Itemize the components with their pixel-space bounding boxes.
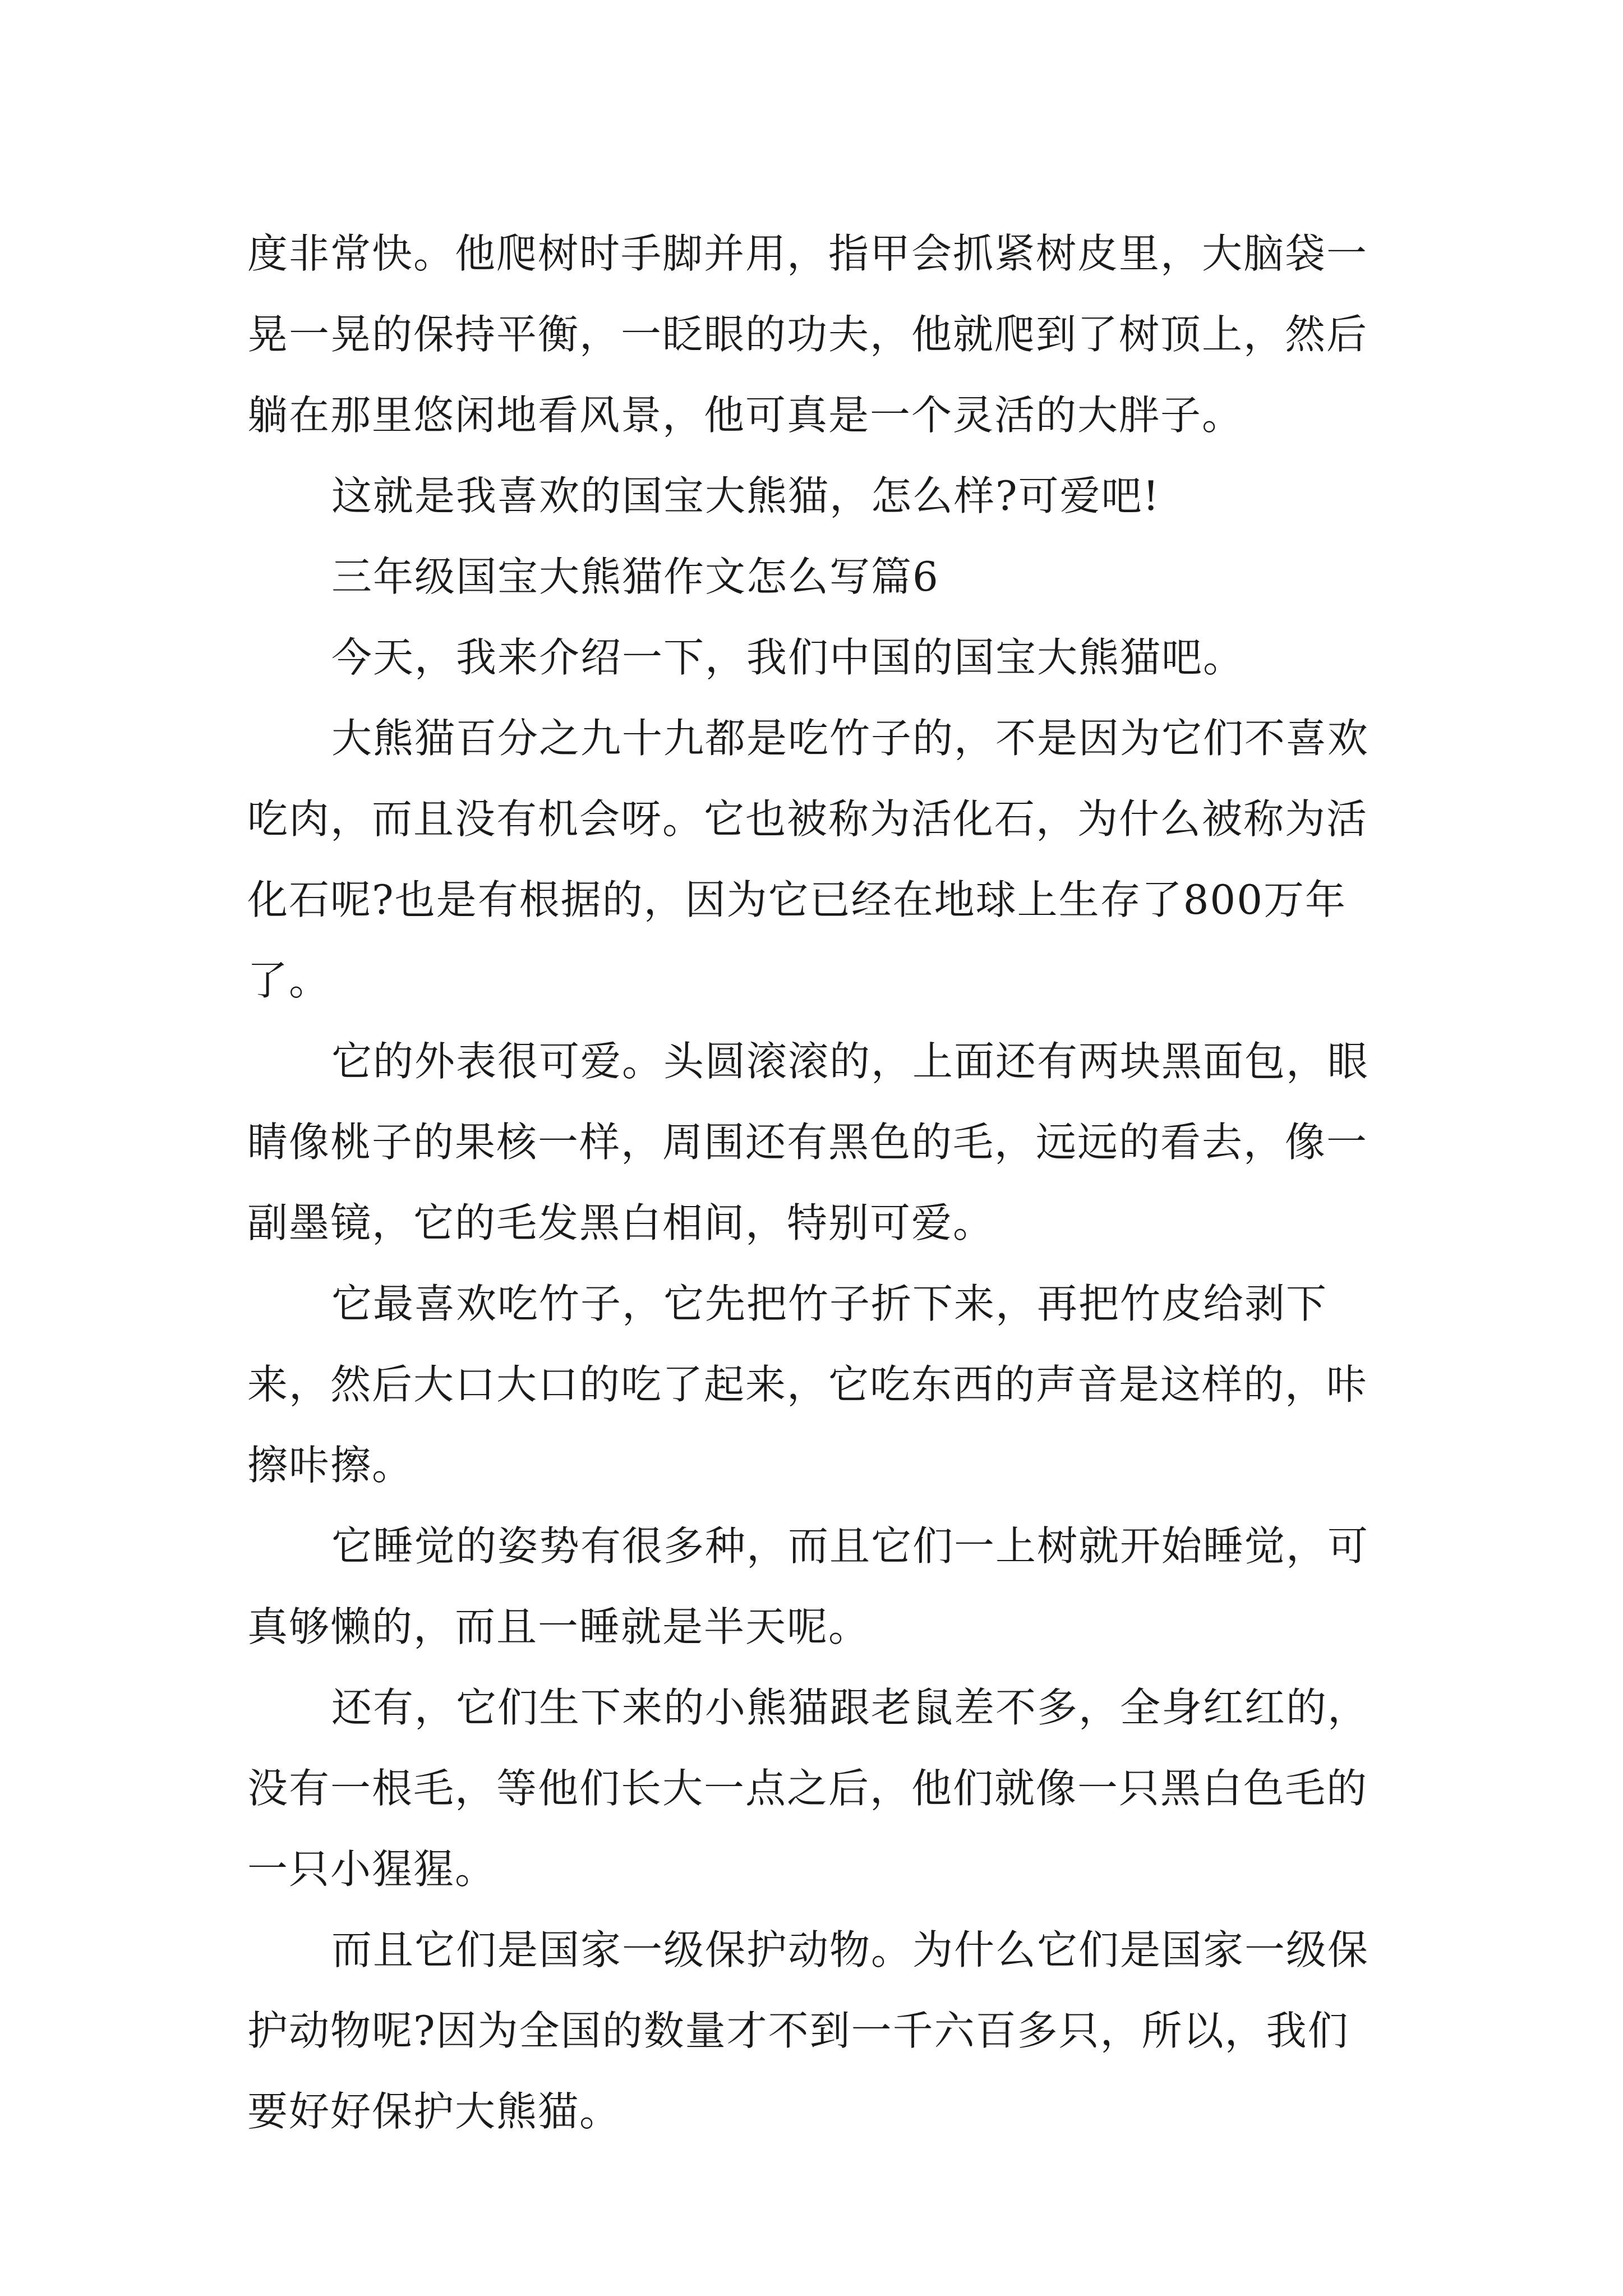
paragraph-6: 它最喜欢吃竹子，它先把竹子折下来，再把竹皮给剥下来，然后大口大口的吃了起来，它吃东西的声音是这样的，咔擦咔擦。 <box>247 1280 1368 1489</box>
document-body <box>247 213 1380 2152</box>
paragraph-9: 而且它们是国家一级保护动物。为什么它们是国家一级保护动物呢?因为全国的数量才不到一千六百多只，所以，我们要好好保护大熊猫。 <box>247 1926 1370 2135</box>
paragraph-1: 度非常快。他爬树时手脚并用，指甲会抓紧树皮里，大脑袋一晃一晃的保持平衡，一眨眼的功夫，他就爬到了树顶上，然后躺在那里悠闲地看风景，他可真是一个灵活的大胖子。 <box>247 230 1368 439</box>
paragraph-4: 大熊猫百分之九十九都是吃竹子的，不是因为它们不喜欢吃肉，而且没有机会呀。它也被称为活化石，为什么被称为活化石呢?也是有根据的，因为它已经在地球上生存了800万年了。 <box>247 715 1370 1004</box>
section-heading: 三年级国宝大熊猫作文怎么写篇6 <box>331 553 939 600</box>
paragraph-3: 今天，我来介绍一下，我们中国的国宝大熊猫吧。 <box>331 634 1245 681</box>
paragraph-7: 它睡觉的姿势有很多种，而且它们一上树就开始睡觉，可真够懒的，而且一睡就是半天呢。 <box>247 1522 1370 1650</box>
paragraph-2: 这就是我喜欢的国宝大熊猫，怎么样?可爱吧! <box>331 472 1160 519</box>
paragraph-8: 还有，它们生下来的小熊猫跟老鼠差不多，全身红红的，没有一根毛，等他们长大一点之后，他们就像一只黑白色毛的一只小猩猩。 <box>247 1684 1370 1893</box>
paragraph-5: 它的外表很可爱。头圆滚滚的，上面还有两块黑面包，眼睛像桃子的果核一样，周围还有黑色的毛，远远的看去，像一副墨镜，它的毛发黑白相间，特别可爱。 <box>247 1038 1370 1246</box>
